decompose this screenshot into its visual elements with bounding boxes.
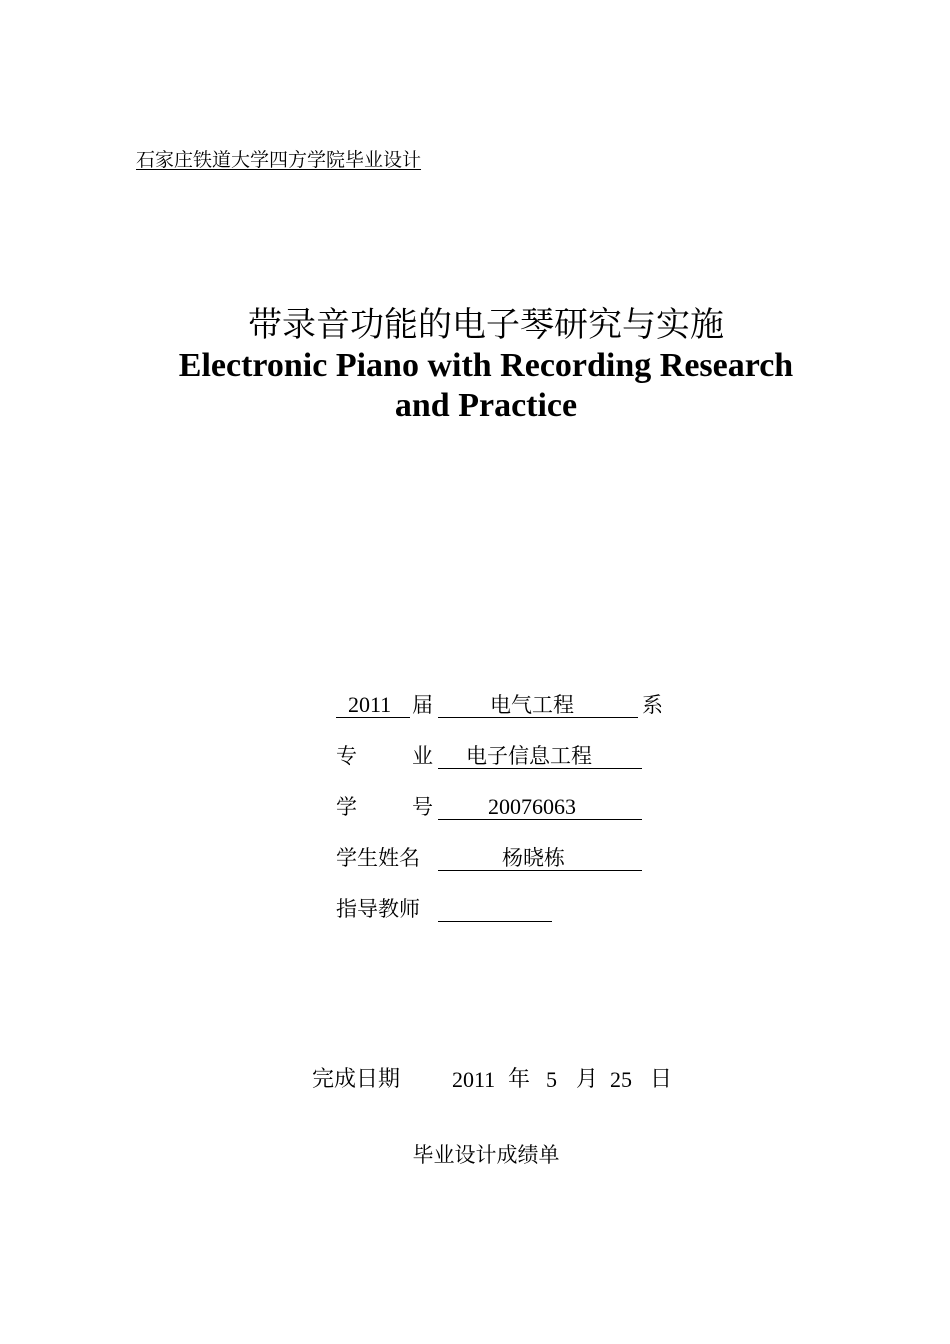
major-value: 电子信息工程	[466, 744, 592, 768]
student-id-label-part-1: 学	[336, 795, 357, 819]
student-id-label-part-2: 号	[412, 795, 433, 819]
student-name-label: 学生姓名	[336, 846, 420, 870]
advisor-label: 指导教师	[336, 897, 420, 921]
class-year-value: 2011	[348, 692, 392, 717]
completion-day-unit: 日	[650, 1067, 673, 1092]
completion-day: 25	[610, 1067, 632, 1092]
student-name-value: 杨晓栋	[502, 846, 565, 870]
student-id-row	[336, 792, 646, 822]
thesis-title-english-line-1: Electronic Piano with Recording Research	[178, 347, 794, 384]
completion-month-unit: 月	[576, 1067, 599, 1092]
thesis-title-english-line-2: and Practice	[394, 387, 578, 424]
completion-year: 2011	[452, 1067, 496, 1092]
completion-year-unit: 年	[508, 1067, 531, 1092]
major-row	[336, 741, 646, 771]
student-name-row	[336, 843, 646, 873]
advisor-row	[336, 894, 646, 924]
thesis-title-english	[0, 346, 950, 426]
student-id-value: 20076063	[488, 794, 576, 819]
department-suffix: 系	[642, 693, 663, 717]
major-label-part-1: 专	[336, 744, 357, 768]
class-department-row	[336, 690, 676, 720]
grade-sheet-title: 毕业设计成绩单	[412, 1143, 560, 1167]
advisor-underline	[438, 894, 552, 922]
department-value: 电气工程	[490, 693, 574, 717]
major-label-part-2: 业	[412, 744, 433, 768]
thesis-title-chinese: 带录音功能的电子琴研究与实施	[248, 305, 724, 345]
class-year-suffix: 届	[412, 693, 433, 717]
completion-date	[312, 1064, 692, 1096]
institution-header: 石家庄铁道大学四方学院毕业设计	[136, 149, 422, 171]
completion-date-label: 完成日期	[312, 1067, 401, 1092]
completion-month: 5	[546, 1067, 557, 1092]
